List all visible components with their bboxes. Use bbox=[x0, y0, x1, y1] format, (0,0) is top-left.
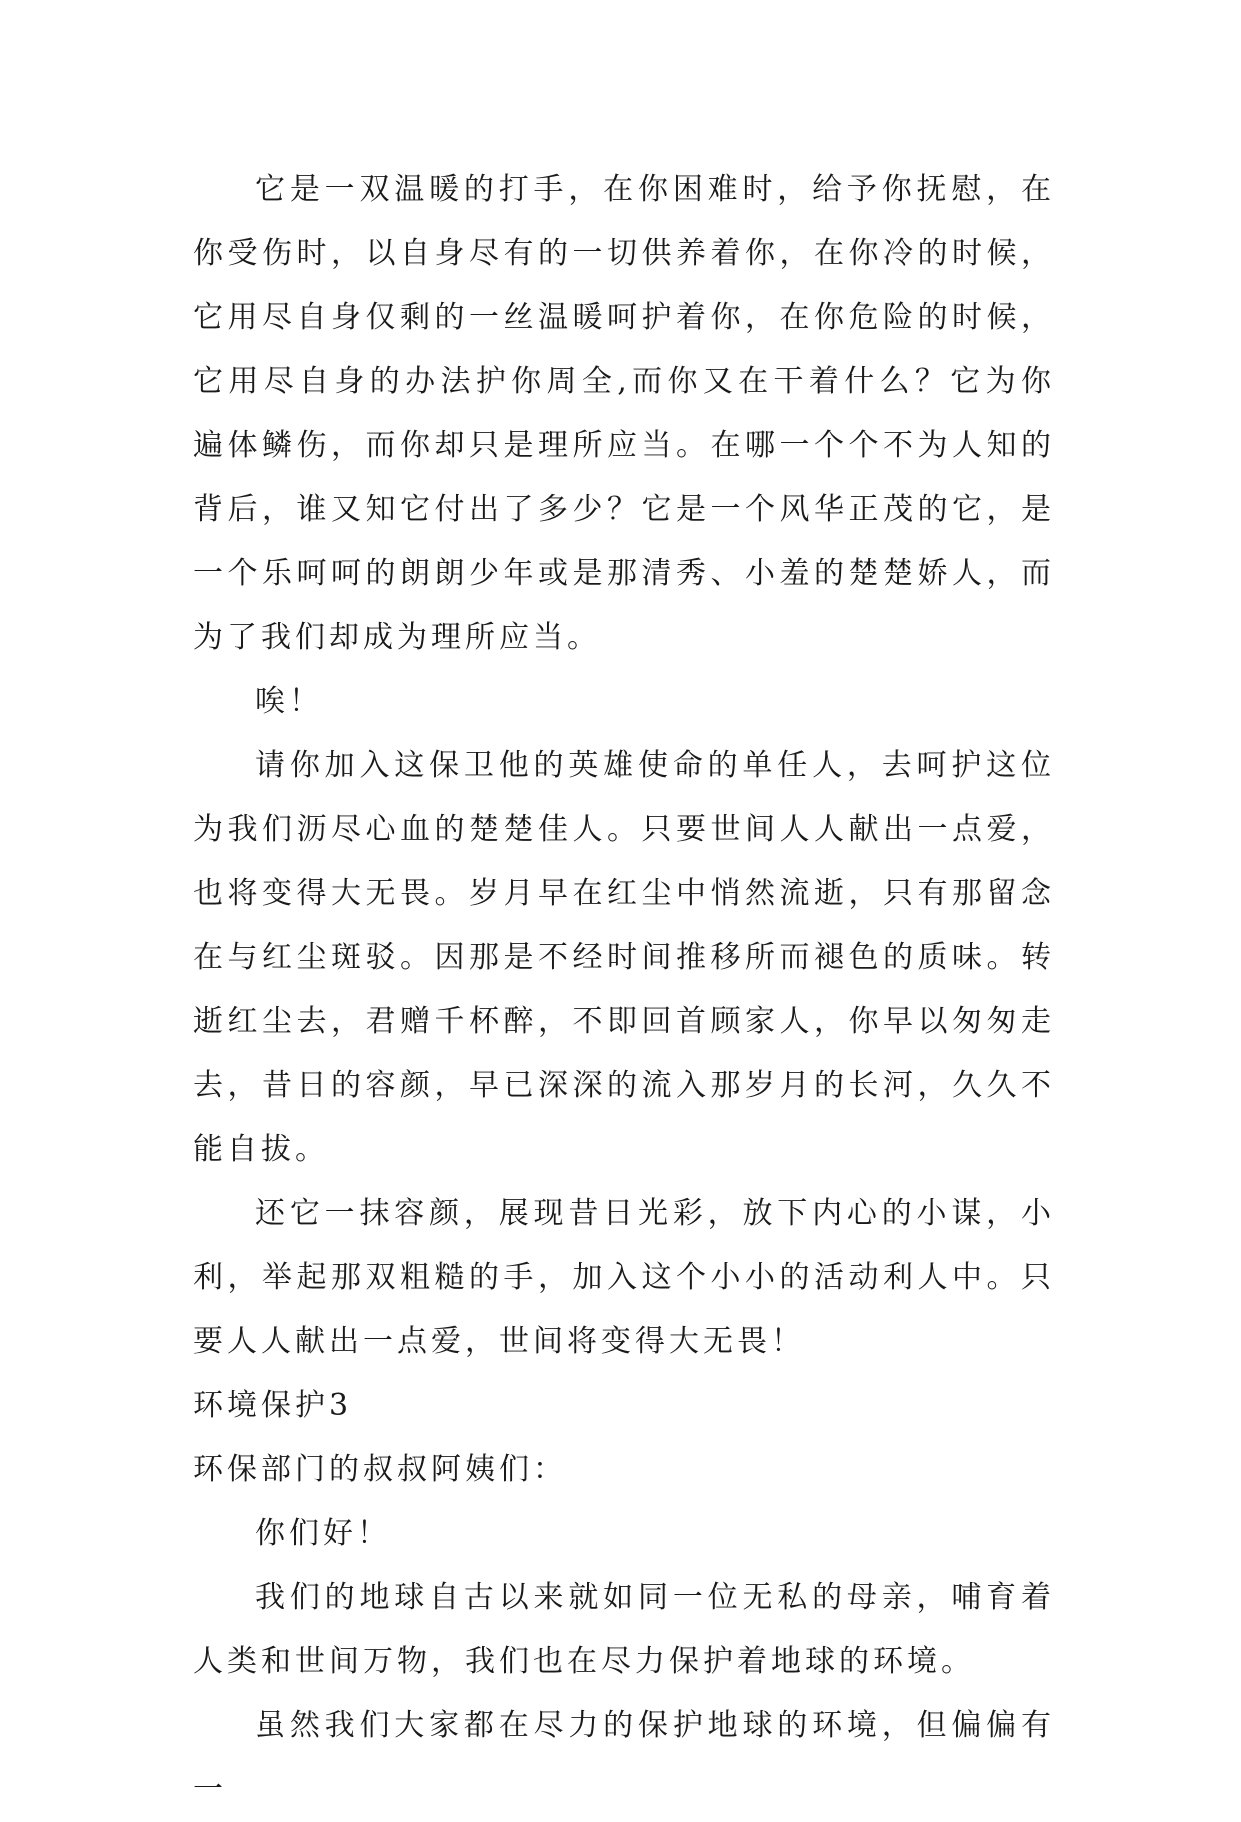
body-paragraph: 还它一抹容颜，展现昔日光彩，放下内心的小谋，小利，举起那双粗糙的手，加入这个小小的活动利人中。只要人人献出一点爱，世间将变得大无畏！ bbox=[193, 1196, 1055, 1359]
body-paragraph: 我们的地球自古以来就如同一位无私的母亲，哺育着人类和世间万物，我们也在尽力保护着地球的环境。 bbox=[193, 1580, 1055, 1679]
letter-salutation: 环保部门的叔叔阿姨们： bbox=[193, 1452, 567, 1487]
document-page bbox=[193, 158, 1055, 1822]
body-paragraph-truncated: 虽然我们大家都在尽力的保护地球的环境，但偏偏有一 bbox=[193, 1708, 1055, 1807]
exclamation-paragraph: 唉！ bbox=[255, 684, 323, 719]
section-heading: 环境保护3 bbox=[193, 1388, 353, 1423]
letter-greeting: 你们好！ bbox=[255, 1516, 391, 1551]
body-paragraph: 它是一双温暖的打手，在你困难时，给予你抚慰，在你受伤时，以自身尽有的一切供养着你，在你冷的时候，它用尽自身仅剩的一丝温暖呵护着你，在你危险的时候，它用尽自身的办法护你周全,而你又在干着什么？它为你遍体鳞伤，而你却只是理所应当。在哪一个个不为人知的背后，谁又知它付出了多少？它是一个风华正茂的它，是一个乐呵呵的朗朗少年或是那清秀、小羞的楚楚娇人，而为了我们却成为理所应当。 bbox=[193, 172, 1055, 655]
body-paragraph: 请你加入这保卫他的英雄使命的单任人，去呵护这位为我们沥尽心血的楚楚佳人。只要世间人人献出一点爱，也将变得大无畏。岁月早在红尘中悄然流逝，只有那留念在与红尘斑驳。因那是不经时间推移所而褪色的质味。转逝红尘去，君赠千杯醉，不即回首顾家人，你早以匆匆走去，昔日的容颜，早已深深的流入那岁月的长河，久久不能自拔。 bbox=[193, 748, 1055, 1167]
